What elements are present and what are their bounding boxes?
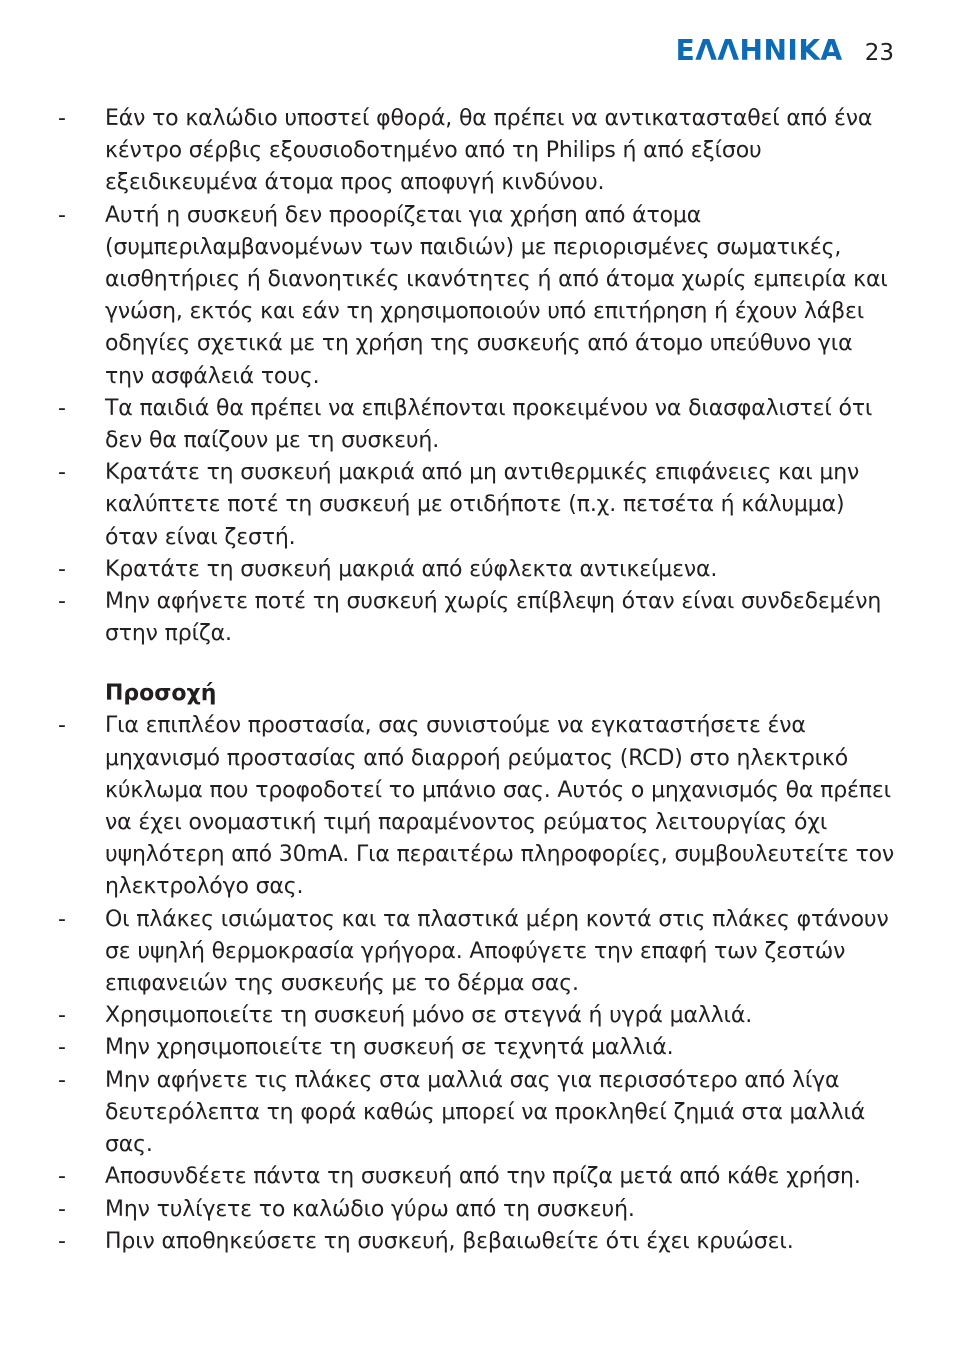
- list-dash: -: [58, 906, 66, 932]
- list-item-text: Μην τυλίγετε το καλώδιο γύρω από τη συσκευή.: [105, 1196, 635, 1222]
- list-dash: -: [58, 1035, 66, 1061]
- list-dash: -: [58, 1003, 66, 1029]
- list-item-text: Οι πλάκες ισιώματος και τα πλαστικά μέρη κοντά στις πλάκες φτάνουν σε υψηλή θερμοκρασία γρήγορα. Αποφύγετε την επαφή των ζεστών επιφανειών της συσκευής με το δέρμα σας.: [105, 906, 889, 997]
- page-number: 23: [864, 40, 894, 66]
- list-dash: -: [58, 1164, 66, 1190]
- list-dash: -: [58, 202, 66, 228]
- list-item-text: Μην χρησιμοποιείτε τη συσκευή σε τεχνητά μαλλιά.: [105, 1035, 674, 1061]
- caution-list: [58, 710, 898, 1257]
- list-item-text: Για επιπλέον προστασία, σας συνιστούμε να εγκαταστήσετε ένα μηχανισμό προστασίας από διαρροή ρεύματος (RCD) στο ηλεκτρικό κύκλωμα που τροφοδοτεί το μπάνιο σας. Αυτός ο μηχανισμός θα πρέπει να έχει ονομαστική τιμή παραμένοντος ρεύματος λειτουργίας όχι υψηλότερη από 30mA. Για περαιτέρω πληροφορίες, συμβουλευτείτε τον ηλεκτρολόγο σας.: [105, 713, 895, 900]
- list-dash: -: [58, 713, 66, 739]
- list-item-text: Μην αφήνετε τις πλάκες στα μαλλιά σας για περισσότερο από λίγα δευτερόλεπτα τη φορά καθώς μπορεί να προκληθεί ζημιά στα μαλλιά σας.: [105, 1067, 866, 1158]
- list-dash: -: [58, 395, 66, 421]
- list-item: [58, 586, 898, 650]
- list-item: [58, 904, 898, 1001]
- list-dash: -: [58, 1196, 66, 1222]
- warning-list: [58, 103, 898, 650]
- list-item: [58, 554, 898, 586]
- list-item: [58, 710, 898, 903]
- main-content: [58, 103, 898, 1258]
- list-item-text: Εάν το καλώδιο υποστεί φθορά, θα πρέπει να αντικατασταθεί από ένα κέντρο σέρβις εξουσιοδοτημένο από τη Philips ή από εξίσου εξειδικευμένα άτομα προς αποφυγή κινδύνου.: [105, 106, 873, 196]
- list-item: [58, 103, 898, 200]
- language-title: ΕΛΛΗΝΙΚΑ: [675, 34, 843, 67]
- list-item: [58, 1226, 898, 1258]
- list-dash: -: [58, 1228, 66, 1254]
- list-item: [58, 1065, 898, 1162]
- list-item-text: Πριν αποθηκεύσετε τη συσκευή, βεβαιωθείτε ότι έχει κρυώσει.: [105, 1228, 794, 1254]
- list-dash: -: [58, 1067, 66, 1093]
- list-item: [58, 457, 898, 554]
- list-item-text: Κρατάτε τη συσκευή μακριά από μη αντιθερμικές επιφάνειες και μην καλύπτετε ποτέ τη συσκευή με οτιδήποτε (π.χ. πετσέτα ή κάλυμμα) όταν είναι ζεστή.: [105, 460, 860, 550]
- list-item: [58, 1032, 898, 1064]
- list-item-text: Χρησιμοποιείτε τη συσκευή μόνο σε στεγνά ή υγρά μαλλιά.: [105, 1003, 753, 1029]
- list-item: [58, 1000, 898, 1032]
- list-item: [58, 200, 898, 393]
- caution-heading: Προσοχή: [105, 681, 217, 707]
- list-dash: -: [58, 556, 66, 582]
- list-item: [58, 1161, 898, 1193]
- list-item-text: Τα παιδιά θα πρέπει να επιβλέπονται προκειμένου να διασφαλιστεί ότι δεν θα παίζουν με τη συσκευή.: [105, 395, 873, 454]
- list-item: [58, 393, 898, 457]
- list-dash: -: [58, 106, 66, 131]
- list-item-text: Κρατάτε τη συσκευή μακριά από εύφλεκτα αντικείμενα.: [105, 556, 718, 582]
- list-item: [58, 1194, 898, 1226]
- page-header: [676, 34, 894, 67]
- list-item-text: Αποσυνδέετε πάντα τη συσκευή από την πρίζα μετά από κάθε χρήση.: [105, 1164, 861, 1190]
- list-dash: -: [58, 460, 66, 486]
- list-dash: -: [58, 589, 66, 615]
- list-item-text: Μην αφήνετε ποτέ τη συσκευή χωρίς επίβλεψη όταν είναι συνδεδεμένη στην πρίζα.: [105, 589, 882, 647]
- list-item-text: Αυτή η συσκευή δεν προορίζεται για χρήση από άτομα (συμπεριλαμβανομένων των παιδιών) με περιορισμένες σωματικές, αισθητήριες ή διανοητικές ικανότητες ή από άτομα χωρίς εμπειρία και γνώση, εκτός και εάν τη χρησιμοποιούν υπό επιτήρηση ή έχουν λάβει οδηγίες σχετικά με τη χρήση της συσκευής από άτομο υπεύθυνο για την ασφάλειά τους.: [105, 202, 888, 389]
